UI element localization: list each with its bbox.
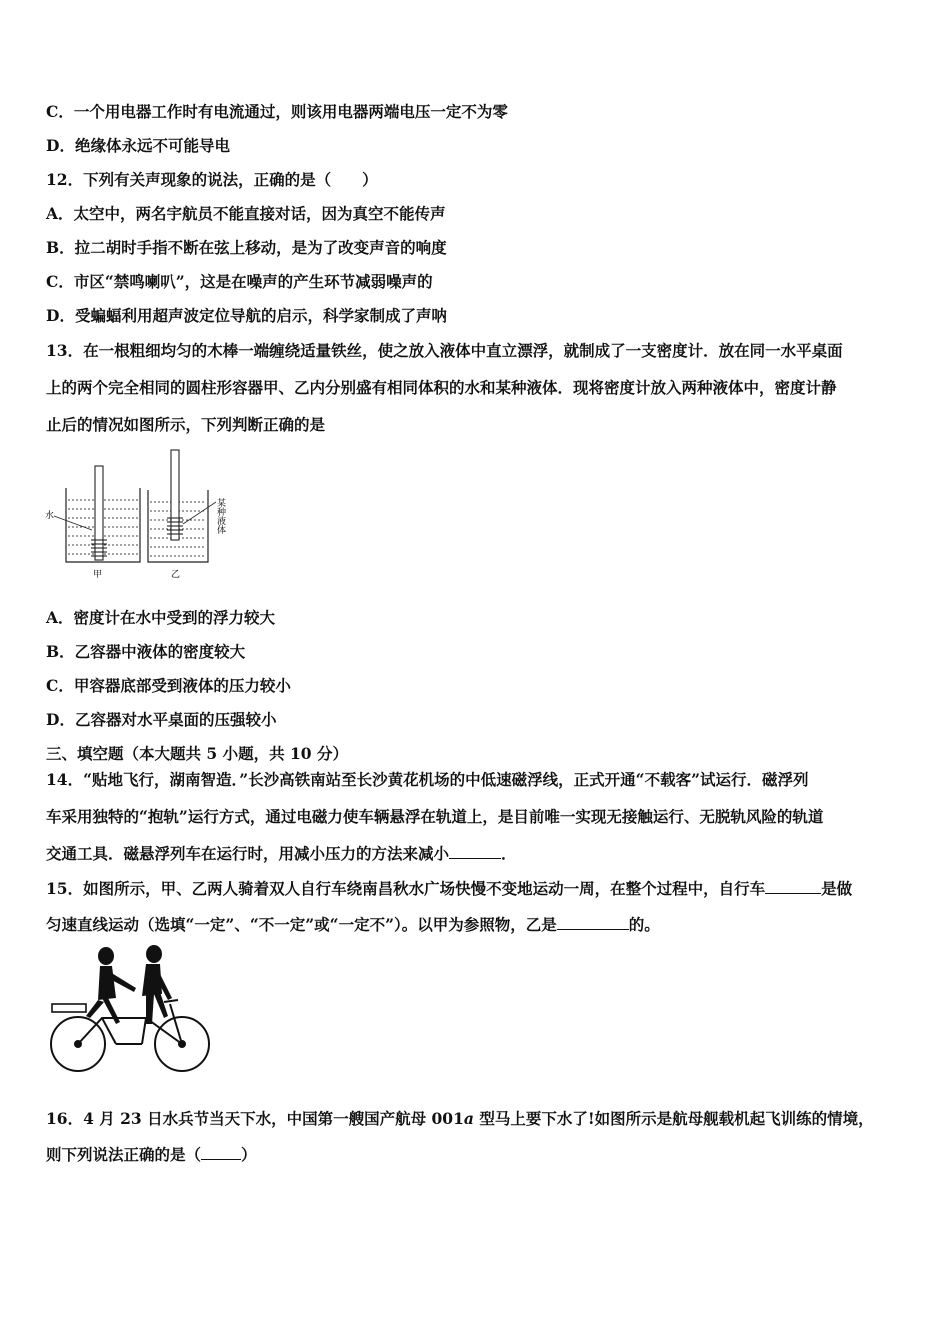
q15-line2: 匀速直线运动（选填“一定”、“不一定”或“一定不”）。以甲为参照物，乙是 的。 [46, 915, 660, 934]
q12-option-d: D．受蝙蝠利用超声波定位导航的启示，科学家制成了声呐 [46, 306, 447, 325]
q15-answer-blank-1[interactable] [765, 879, 821, 894]
q13-stem-line2: 上的两个完全相同的圆柱形容器甲、乙内分别盛有相同体积的水和某种液体．现将密度计放入两种液体中，密度计静 [46, 378, 837, 397]
q12-option-a: A．太空中，两名宇航员不能直接对话，因为真空不能传声 [46, 204, 446, 223]
q16-line1: 16．4 月 23 日水兵节当天下水，中国第一艘国产航母 001a 型马上要下水了!如图所示是航母舰载机起飞训练的情境， [46, 1109, 874, 1128]
label-liquid: 某种液体 [215, 498, 225, 534]
q13-option-c: C．甲容器底部受到液体的压力较小 [46, 676, 291, 695]
q14-answer-blank[interactable] [449, 844, 501, 859]
q14-line3: 交通工具．磁悬浮列车在运行时，用减小压力的方法来减小 ． [46, 844, 517, 863]
hydrometer-figure [44, 446, 236, 582]
q13-stem-line3: 止后的情况如图所示，下列判断正确的是 [46, 415, 326, 434]
q12-option-b: B．拉二胡时手指不断在弦上移动，是为了改变声音的响度 [46, 238, 447, 257]
tandem-bicycle-figure [46, 944, 214, 1076]
q15-line1: 15．如图所示，甲、乙两人骑着双人自行车绕南昌秋水广场快慢不变地运动一周，在整个过程中，自行车 是做 [46, 879, 853, 898]
label-yi: 乙 [171, 570, 181, 580]
q14-line1: 14．“贴地飞行，湖南智造．”长沙高铁南站至长沙黄花机场的中低速磁浮线，正式开通“不载客”试运行．磁浮列 [46, 770, 809, 789]
hydrometer-jia [91, 466, 107, 560]
hydrometer-yi [167, 450, 183, 540]
q13-stem-line1: 13．在一根粗细均匀的木棒一端缠绕适量铁丝，使之放入液体中直立漂浮，就制成了一支密度计．放在同一水平桌面 [46, 341, 843, 360]
rider-yi [142, 945, 172, 1024]
label-water: 水 [45, 511, 55, 521]
q13-option-a: A．密度计在水中受到的浮力较大 [46, 608, 276, 627]
q16-line2: 则下列说法正确的是（ ） [46, 1145, 257, 1164]
q13-option-b: B．乙容器中液体的密度较大 [46, 642, 246, 661]
q14-line2: 车采用独特的“抱轨”运行方式，通过电磁力使车辆悬浮在轨道上，是目前唯一实现无接触运行、无脱轨风险的轨道 [46, 807, 824, 826]
q12-option-c: C．市区“禁鸣喇叭”，这是在噪声的产生环节减弱噪声的 [46, 272, 433, 291]
rider-jia [86, 947, 136, 1024]
q11-option-d: D．绝缘体永远不可能导电 [46, 136, 230, 155]
q15-answer-blank-2[interactable] [557, 915, 629, 930]
section-fill-in-title: 三、填空题（本大题共 5 小题，共 10 分） [46, 744, 348, 763]
bicycle [51, 1000, 209, 1071]
q12-stem: 12．下列有关声现象的说法，正确的是（ ） [46, 170, 378, 189]
label-jia: 甲 [93, 570, 103, 580]
q13-option-d: D．乙容器对水平桌面的压强较小 [46, 710, 277, 729]
q16-answer-blank[interactable] [201, 1145, 241, 1160]
q11-option-c: C．一个用电器工作时有电流通过，则该用电器两端电压一定不为零 [46, 102, 508, 121]
